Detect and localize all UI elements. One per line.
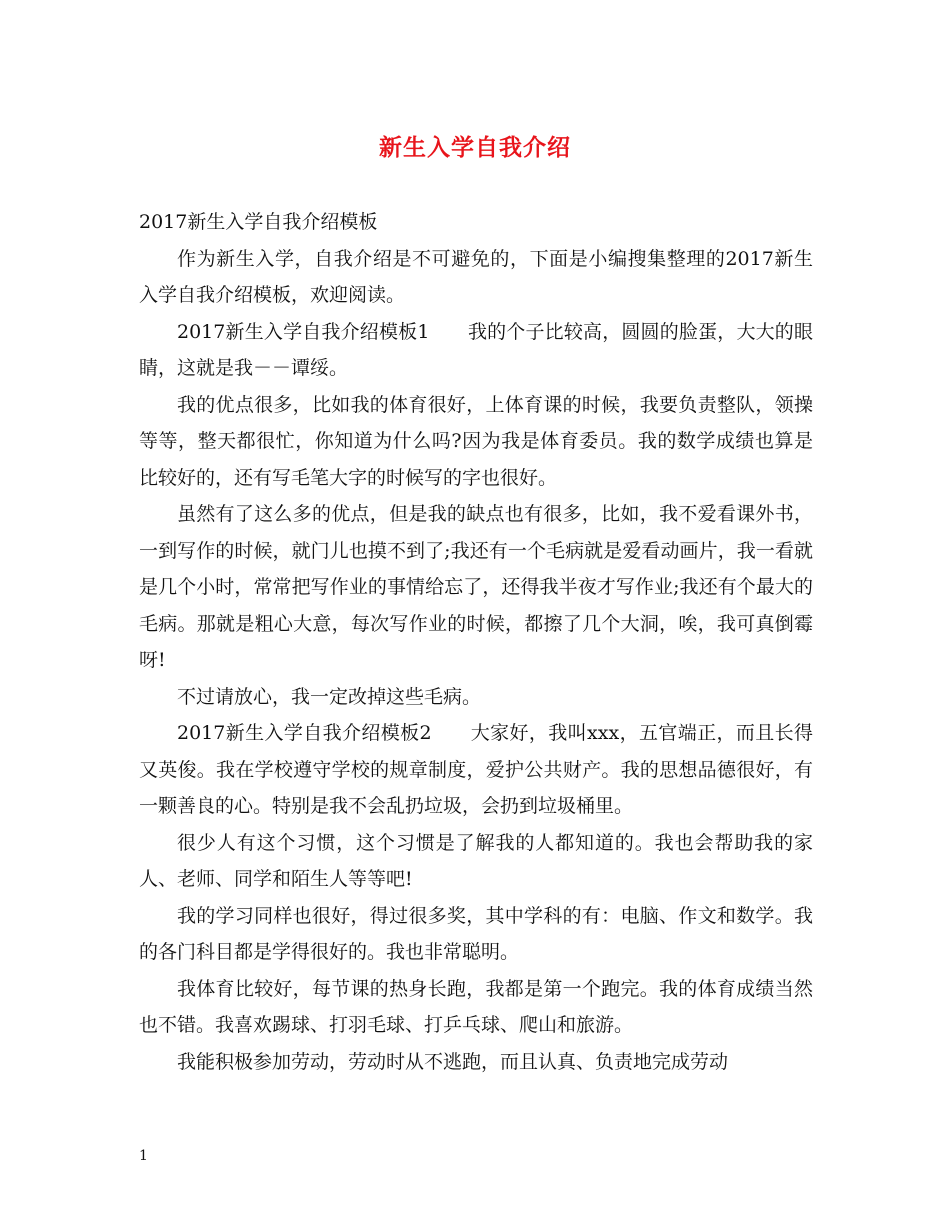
page-number: 1 xyxy=(139,1148,148,1164)
document-body xyxy=(139,204,813,1080)
paragraph: 很少人有这个习惯，这个习惯是了解我的人都知道的。我也会帮助我的家人、老师、同学和陌生人等等吧! xyxy=(139,831,813,890)
paragraph-heading: 2017新生入学自我介绍模板 xyxy=(139,211,378,233)
paragraph: 2017新生入学自我介绍模板1 我的个子比较高，圆圆的脸蛋，大大的眼睛，这就是我－－谭绥。 xyxy=(139,320,813,379)
paragraph: 我的学习同样也很好，得过很多奖，其中学科的有：电脑、作文和数学。我的各门科目都是学得很好的。我也非常聪明。 xyxy=(139,904,813,963)
paragraph: 不过请放心，我一定改掉这些毛病。 xyxy=(177,685,482,708)
paragraph: 2017新生入学自我介绍模板2 大家好，我叫xxx，五官端正，而且长得又英俊。我在学校遵守学校的规章制度，爱护公共财产。我的思想品德很好，有一颗善良的心。特别是我不会乱扔垃圾，会扔到垃圾桶里。 xyxy=(139,722,813,817)
paragraph: 我能积极参加劳动，劳动时从不逃跑，而且认真、负责地完成劳动 xyxy=(177,1050,729,1073)
paragraph: 我体育比较好，每节课的热身长跑，我都是第一个跑完。我的体育成绩当然也不错。我喜欢踢球、打羽毛球、打乒乓球、爬山和旅游。 xyxy=(139,977,813,1036)
paragraph: 虽然有了这么多的优点，但是我的缺点也有很多，比如，我不爱看课外书，一到写作的时候，就门儿也摸不到了;我还有一个毛病就是爱看动画片，我一看就是几个小时，常常把写作业的事情给忘了，还得我半夜才写作业;我还有个最大的毛病。那就是粗心大意，每次写作业的时候，都擦了几个大洞，唉，我可真倒霉呀! xyxy=(139,503,813,671)
document-title: 新生入学自我介绍 xyxy=(379,134,571,161)
paragraph: 作为新生入学，自我介绍是不可避免的，下面是小编搜集整理的2017新生入学自我介绍模板，欢迎阅读。 xyxy=(139,247,813,306)
paragraph: 我的优点很多，比如我的体育很好，上体育课的时候，我要负责整队，领操等等，整天都很忙，你知道为什么吗?因为我是体育委员。我的数学成绩也算是比较好的，还有写毛笔大字的时候写的字也很好。 xyxy=(139,393,813,489)
